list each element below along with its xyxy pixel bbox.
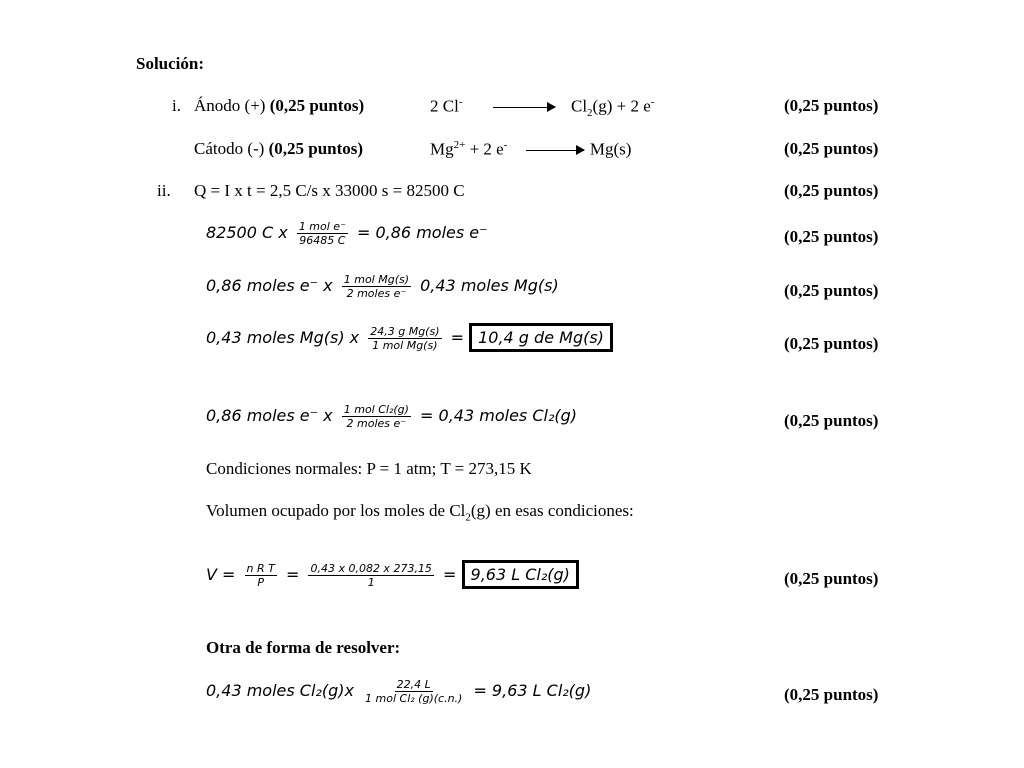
volume-text-a: Volumen ocupado por los moles de Cl	[206, 501, 466, 520]
eq5-equals: =	[285, 565, 300, 584]
eq5-num1: n R T	[246, 562, 275, 575]
anode-rhs-b: (g) + 2 e	[592, 96, 651, 116]
eq1-lhs: 82500 C x	[206, 223, 288, 242]
anode-label: Ánodo (+)	[194, 96, 266, 115]
anode-points: (0,25 puntos)	[269, 96, 365, 115]
equation-mg-moles	[206, 273, 559, 300]
eq5-den1: P	[257, 576, 265, 589]
eq5-equals2: =	[443, 565, 457, 584]
cathode-reaction	[430, 139, 631, 160]
cathode-lhs-a: Mg	[430, 139, 454, 159]
anode-lhs: 2 Cl	[430, 96, 459, 116]
solution-heading: Solución:	[136, 54, 205, 73]
volume-text-sub: 2	[465, 511, 471, 524]
anode-reaction	[430, 96, 654, 119]
cathode-label: Cátodo (-)	[194, 139, 265, 158]
points-label: (0,25 puntos)	[784, 281, 879, 300]
anode-lhs-charge: -	[458, 96, 463, 108]
anode-rhs-a: Cl	[570, 96, 588, 116]
mg-mass-result: 10,4 g de Mg(s)	[469, 323, 613, 352]
eq6-fraction	[363, 678, 464, 705]
normal-conditions: Condiciones normales: P = 1 atm; T = 273,15 K	[206, 459, 532, 478]
eq5-num2: 0,43 x 0,082 x 273,15	[310, 562, 432, 575]
volume-result: 9,63 L Cl₂(g)	[462, 560, 579, 589]
cathode-row	[194, 139, 363, 159]
eq4-fraction	[342, 403, 411, 430]
eq2-rhs: 0,43 moles Mg(s)	[420, 276, 559, 295]
eq1-fraction	[297, 220, 348, 247]
volume-text-b: (g) en esas condiciones:	[470, 501, 634, 520]
eq6-num: 22,4 L	[396, 678, 431, 691]
eq4-den: 2 moles e⁻	[346, 417, 407, 430]
points-label: (0,25 puntos)	[784, 411, 879, 430]
alternative-heading: Otra de forma de resolver:	[206, 638, 401, 657]
cathode-lhs-b: + 2 e	[465, 139, 504, 159]
eq3-den: 1 mol Mg(s)	[372, 339, 438, 352]
anode-rhs-charge: -	[650, 96, 655, 108]
points-label: (0,25 puntos)	[784, 139, 879, 158]
equation-electrons	[206, 220, 488, 247]
eq6-lhs: 0,43 moles Cl₂(g)x	[206, 681, 354, 700]
part-ii-numeral: ii.	[157, 181, 171, 200]
eq6-rhs: = 9,63 L Cl₂(g)	[473, 681, 592, 700]
cathode-rhs: Mg(s)	[589, 139, 632, 159]
eq2-lhs: 0,86 moles e⁻ x	[206, 276, 333, 295]
eq1-den: 96485 C	[299, 234, 346, 247]
volume-statement	[206, 501, 634, 523]
points-label: (0,25 puntos)	[784, 569, 879, 588]
eq3-fraction	[368, 325, 441, 352]
charge-equation: Q = I x t = 2,5 C/s x 33000 s = 82500 C	[194, 181, 465, 200]
cathode-points: (0,25 puntos)	[268, 139, 364, 158]
eq1-rhs: = 0,86 moles e⁻	[356, 223, 488, 242]
eq5-den2: 1	[367, 576, 375, 589]
points-label: (0,25 puntos)	[784, 227, 879, 246]
eq5-v: V =	[206, 565, 236, 584]
cathode-lhs-charge2: -	[503, 139, 508, 151]
eq2-fraction	[342, 273, 411, 300]
equation-cl2-moles	[206, 403, 577, 430]
eq1-num: 1 mol e⁻	[298, 220, 346, 233]
points-label: (0,25 puntos)	[784, 685, 879, 704]
equation-volume-alt	[206, 678, 591, 705]
cathode-lhs-charge: 2+	[453, 139, 466, 151]
points-label: (0,25 puntos)	[784, 96, 879, 115]
reaction-arrow-icon	[526, 150, 584, 151]
eq3-num: 24,3 g Mg(s)	[370, 325, 440, 338]
anode-row	[194, 96, 364, 116]
eq5-fraction2	[308, 562, 433, 589]
eq4-lhs: 0,86 moles e⁻ x	[206, 406, 333, 425]
eq3-lhs: 0,43 moles Mg(s) x	[206, 328, 360, 347]
eq2-den: 2 moles e⁻	[346, 287, 407, 300]
equation-volume	[206, 562, 579, 589]
reaction-arrow-icon	[493, 107, 555, 108]
points-label: (0,25 puntos)	[784, 181, 879, 200]
eq4-num: 1 mol Cl₂(g)	[343, 403, 409, 416]
equation-mg-mass	[206, 325, 613, 352]
eq2-num: 1 mol Mg(s)	[343, 273, 410, 286]
part-i-numeral: i.	[172, 96, 181, 115]
eq6-den: 1 mol Cl₂ (g)(c.n.)	[365, 692, 463, 705]
eq4-rhs: = 0,43 moles Cl₂(g)	[420, 406, 578, 425]
anode-rhs-sub: 2	[587, 107, 593, 120]
eq5-fraction1	[245, 562, 277, 589]
points-label: (0,25 puntos)	[784, 334, 879, 353]
eq3-equals: =	[450, 328, 464, 347]
